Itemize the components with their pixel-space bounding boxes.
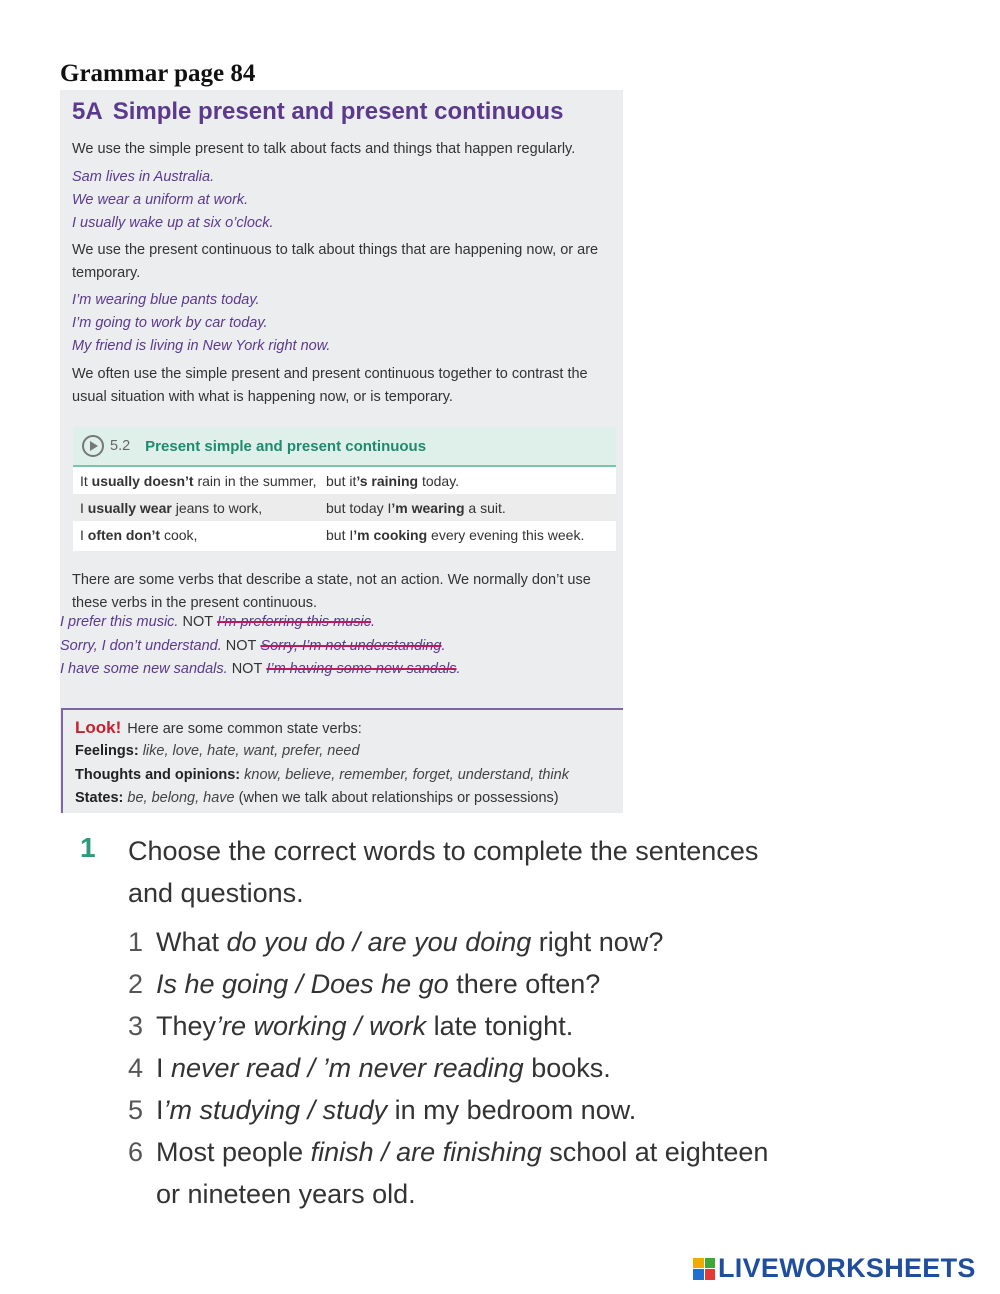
table-row: I usually wear jeans to work, but today I’m wearing a suit. xyxy=(73,494,616,521)
grammar-panel xyxy=(60,90,623,813)
look-states: States: be, belong, have (when we talk about relationships or possessions) xyxy=(75,790,559,806)
look-box xyxy=(61,708,623,813)
exercise-number: 1 xyxy=(80,832,96,863)
exercise-item: 5 I’m studying / study in my bedroom now. xyxy=(128,1095,637,1125)
look-intro: Look! Here are some common state verbs: xyxy=(75,718,362,737)
rule-paragraph-4: There are some verbs that describe a state, not an action. We normally don’t use these verbs in the present continuous. xyxy=(72,572,591,611)
exercise-instruction: Choose the correct words to complete the sentences and questions. xyxy=(128,836,759,908)
state-verb-example: Sorry, I don’t understand. NOT Sorry, I’m not understanding. xyxy=(60,638,446,654)
unit-title xyxy=(72,98,563,126)
example-sentence: I’m going to work by car today. xyxy=(72,315,268,331)
example-sentence: We wear a uniform at work. xyxy=(72,192,249,208)
page-heading: Grammar page 84 xyxy=(60,60,256,87)
example-sentence: My friend is living in New York right now. xyxy=(72,338,331,354)
exercise-item: 3 They’re working / work late tonight. xyxy=(128,1011,574,1041)
table-header xyxy=(73,427,616,467)
table-row: It usually doesn’t rain in the summer, but it’s raining today. xyxy=(80,472,460,489)
example-sentence: I usually wake up at six o’clock. xyxy=(72,215,274,231)
table-title: Present simple and present continuous xyxy=(145,437,427,455)
answer-options[interactable]: never read / ’m never reading xyxy=(171,1053,524,1083)
liveworksheets-logo-icon xyxy=(693,1258,715,1280)
answer-options[interactable]: ’m studying / study xyxy=(163,1095,388,1125)
rule-paragraph-3: We often use the simple present and present continuous together to contrast the usual situation with what is happening now, or is temporary. xyxy=(72,366,588,405)
audio-track-number: 5.2 xyxy=(110,438,131,454)
state-verb-example: I prefer this music. NOT I’m preferring this music. xyxy=(60,614,376,630)
unit-title-text: Simple present and present continuous xyxy=(112,98,564,125)
answer-options[interactable]: do you do / are you doing xyxy=(226,927,532,957)
example-sentence: I’m wearing blue pants today. xyxy=(72,292,260,308)
play-audio-icon[interactable] xyxy=(82,435,104,457)
grammar-table xyxy=(73,427,616,551)
unit-number: 5A xyxy=(72,98,103,125)
state-verb-example: I have some new sandals. NOT I’m having some new sandals. xyxy=(60,661,461,677)
look-thoughts: Thoughts and opinions: know, believe, remember, forget, understand, think xyxy=(75,767,569,783)
exercise-item: 2 Is he going / Does he go there often? xyxy=(128,969,601,999)
answer-options[interactable]: finish / are finishing xyxy=(310,1137,542,1167)
look-feelings: Feelings: like, love, hate, want, prefer, need xyxy=(75,743,360,759)
exercise-item: 4 I never read / ’m never reading books. xyxy=(128,1053,611,1083)
exercise-item: 6 Most people finish / are finishing school at eighteen or nineteen years old. xyxy=(128,1137,769,1209)
rule-paragraph-2: We use the present continuous to talk about things that are happening now, or are temporary. xyxy=(72,242,599,281)
logo-text: LIVEWORKSHEETS xyxy=(718,1253,976,1283)
answer-options[interactable]: ’re working / work xyxy=(216,1011,427,1041)
rule-paragraph-1: We use the simple present to talk about facts and things that happen regularly. xyxy=(72,141,576,157)
exercise-item: 1 What do you do / are you doing right now? xyxy=(128,927,664,957)
answer-options[interactable]: Is he going / Does he go xyxy=(156,969,449,999)
liveworksheets-logo[interactable] xyxy=(693,1253,976,1284)
example-sentence: Sam lives in Australia. xyxy=(72,169,215,185)
table-row: I often don’t cook, but I’m cooking every evening this week. xyxy=(80,526,585,543)
